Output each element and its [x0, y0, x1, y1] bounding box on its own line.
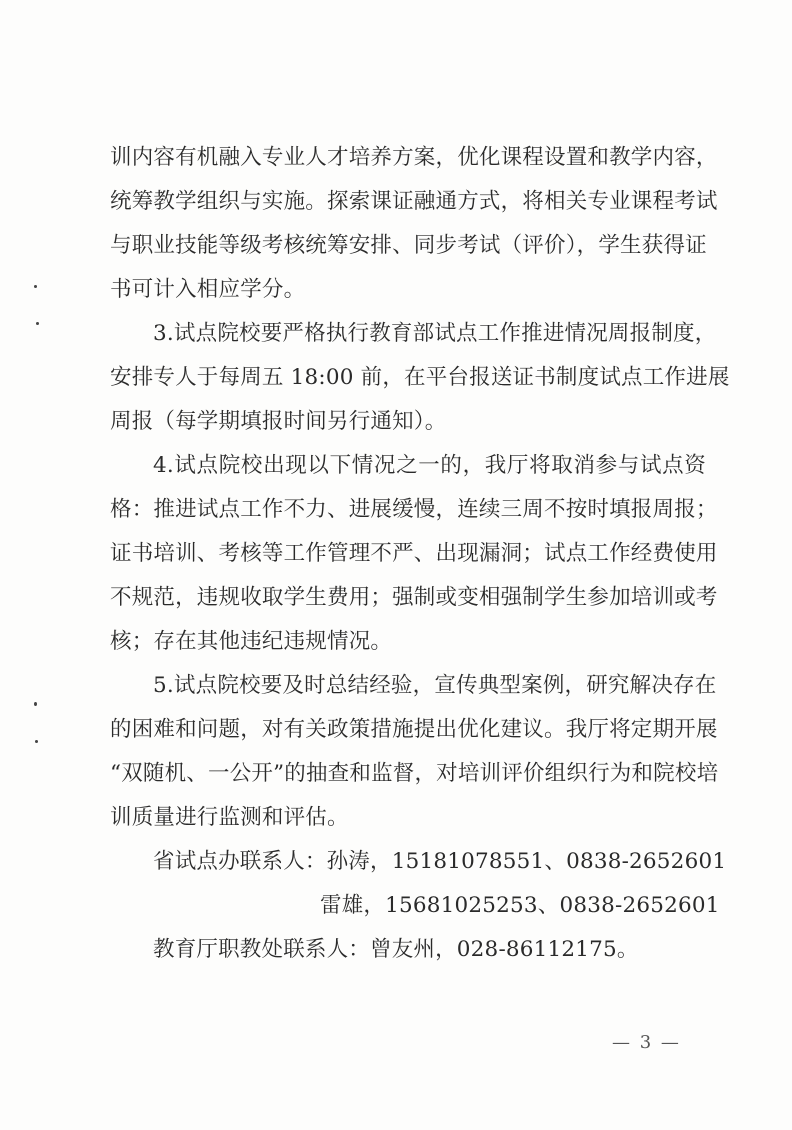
scan-speck	[36, 322, 39, 325]
body-text-line: “双随机、一公开”的抽查和监督，对培训评价组织行为和院校培	[110, 761, 719, 786]
contact-line: 省试点办联系人：孙涛，15181078551、0838-2652601	[153, 849, 727, 874]
body-text-line: 训质量进行监测和评估。	[110, 805, 349, 830]
scan-speck	[34, 702, 37, 706]
body-text-line: 格：推进试点工作不力、进展缓慢，连续三周不按时填报周报；	[110, 497, 718, 522]
scan-speck	[35, 740, 38, 743]
body-text-line: 与职业技能等级考核统筹安排、同步考试（评价），学生获得证	[110, 233, 707, 258]
body-text-line: 周报（每学期填报时间另行通知）。	[110, 409, 447, 434]
body-text-line: 4.试点院校出现以下情况之一的，我厅将取消参与试点资	[153, 453, 706, 478]
body-text-line: 不规范，违规收取学生费用；强制或变相强制学生参加培训或考	[110, 585, 718, 610]
body-text-line: 安排专人于每周五 18:00 前，在平台报送证书制度试点工作进展	[110, 365, 730, 390]
body-text-line: 统筹教学组织与实施。探索课证融通方式，将相关专业课程考试	[110, 189, 718, 214]
scan-speck	[34, 285, 37, 288]
contact-line: 雷雄，15681025253、0838-2652601	[320, 893, 720, 918]
body-text-line: 5.试点院校要及时总结经验，宣传典型案例，研究解决存在	[153, 673, 717, 698]
body-text-line: 训内容有机融入专业人才培养方案，优化课程设置和教学内容，	[110, 145, 718, 170]
body-text-line: 3.试点院校要严格执行教育部试点工作推进情况周报制度，	[153, 321, 717, 346]
body-text-line: 书可计入相应学分。	[110, 277, 306, 302]
body-text-line: 证书培训、考核等工作管理不严、出现漏洞；试点工作经费使用	[110, 541, 718, 566]
page-number: — 3 —	[612, 1032, 681, 1053]
body-text-line: 的困难和问题，对有关政策措施提出优化建议。我厅将定期开展	[110, 717, 718, 742]
contact-line: 教育厅职教处联系人：曾友州，028-86112175。	[153, 937, 639, 962]
body-text-line: 核；存在其他违纪违规情况。	[110, 629, 393, 654]
